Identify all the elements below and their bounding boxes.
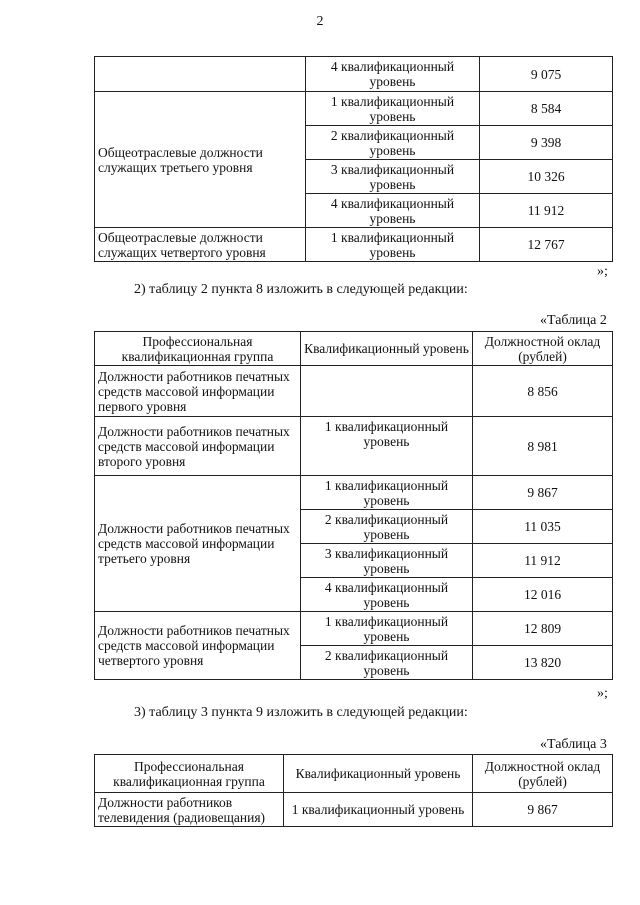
table-cell-group: Должности работников печатных средств массовой информации второго уровня <box>95 417 301 476</box>
table-cell-level: 1 квалификационный уровень <box>301 476 473 510</box>
table-cell-salary: 12 016 <box>473 578 613 612</box>
table-cell-salary: 9 075 <box>480 57 613 92</box>
paragraph-3: 3) таблицу 3 пункта 9 изложить в следующей редакции: <box>134 705 468 720</box>
table-cell-salary: 8 856 <box>473 366 613 417</box>
table-header-row <box>95 755 613 793</box>
table-cell-level: 1 квалификационный уровень <box>284 793 473 827</box>
table-cell-level: 1 квалификационный уровень <box>301 417 473 476</box>
table-cell-group: Должности работников печатных средств массовой информации первого уровня <box>95 366 301 417</box>
table-cell-level: 2 квалификационный уровень <box>301 646 473 680</box>
paragraph-2: 2) таблицу 2 пункта 8 изложить в следующей редакции: <box>134 282 468 297</box>
table-cell-group: Должности работников печатных средств массовой информации четвертого уровня <box>95 612 301 680</box>
table-cell-salary: 8 584 <box>480 92 613 126</box>
table-cell-salary: 11 912 <box>480 194 613 228</box>
table-cell-salary: 12 809 <box>473 612 613 646</box>
table-row <box>95 793 613 827</box>
table-2-closing-quote: »; <box>597 686 608 701</box>
table-row <box>95 476 613 510</box>
page-number: 2 <box>316 14 324 29</box>
table-2 <box>94 331 613 680</box>
table-cell-level: 1 квалификационный уровень <box>301 612 473 646</box>
table-cell-level: 1 квалификационный уровень <box>306 228 480 262</box>
table-cell-salary: 11 912 <box>473 544 613 578</box>
table-cell-level: 4 квалификационный уровень <box>306 194 480 228</box>
table-cell-salary: 10 326 <box>480 160 613 194</box>
table-3 <box>94 754 613 827</box>
table-row <box>95 417 613 476</box>
table-cell-group: Должности работников печатных средств массовой информации третьего уровня <box>95 476 301 612</box>
table-row <box>95 612 613 646</box>
table-cell-salary: 9 867 <box>473 476 613 510</box>
table-2-caption: «Таблица 2 <box>540 313 607 328</box>
table-cell-salary: 12 767 <box>480 228 613 262</box>
table-row <box>95 228 613 262</box>
header-group: Профессиональная квалификационная группа <box>95 755 284 793</box>
table-cell-level: 4 квалификационный уровень <box>306 57 480 92</box>
table-cell-level: 1 квалификационный уровень <box>306 92 480 126</box>
table-cell-group: Общеотраслевые должности служащих третьего уровня <box>95 92 306 228</box>
table-1 <box>94 56 613 262</box>
header-group: Профессиональная квалификационная группа <box>95 332 301 366</box>
table-cell-group <box>95 57 306 92</box>
header-salary: Должностной оклад (рублей) <box>473 755 613 793</box>
table-cell-salary: 9 867 <box>473 793 613 827</box>
table-row <box>95 57 613 92</box>
header-salary: Должностной оклад (рублей) <box>473 332 613 366</box>
table-cell-level: 3 квалификационный уровень <box>306 160 480 194</box>
table-cell-level <box>301 366 473 417</box>
table-cell-salary: 8 981 <box>473 417 613 476</box>
table-3-caption: «Таблица 3 <box>540 737 607 752</box>
table-cell-level: 3 квалификационный уровень <box>301 544 473 578</box>
table-cell-level: 2 квалификационный уровень <box>301 510 473 544</box>
table-cell-salary: 9 398 <box>480 126 613 160</box>
header-level: Квалификационный уровень <box>301 332 473 366</box>
table-cell-salary: 11 035 <box>473 510 613 544</box>
table-header-row <box>95 332 613 366</box>
table-cell-group: Должности работников телевидения (радиовещания) <box>95 793 284 827</box>
table-cell-salary: 13 820 <box>473 646 613 680</box>
header-level: Квалификационный уровень <box>284 755 473 793</box>
table-cell-level: 2 квалификационный уровень <box>306 126 480 160</box>
table-row <box>95 92 613 126</box>
table-1-closing-quote: »; <box>597 264 608 279</box>
table-cell-group: Общеотраслевые должности служащих четвертого уровня <box>95 228 306 262</box>
table-cell-level: 4 квалификационный уровень <box>301 578 473 612</box>
table-row <box>95 366 613 417</box>
